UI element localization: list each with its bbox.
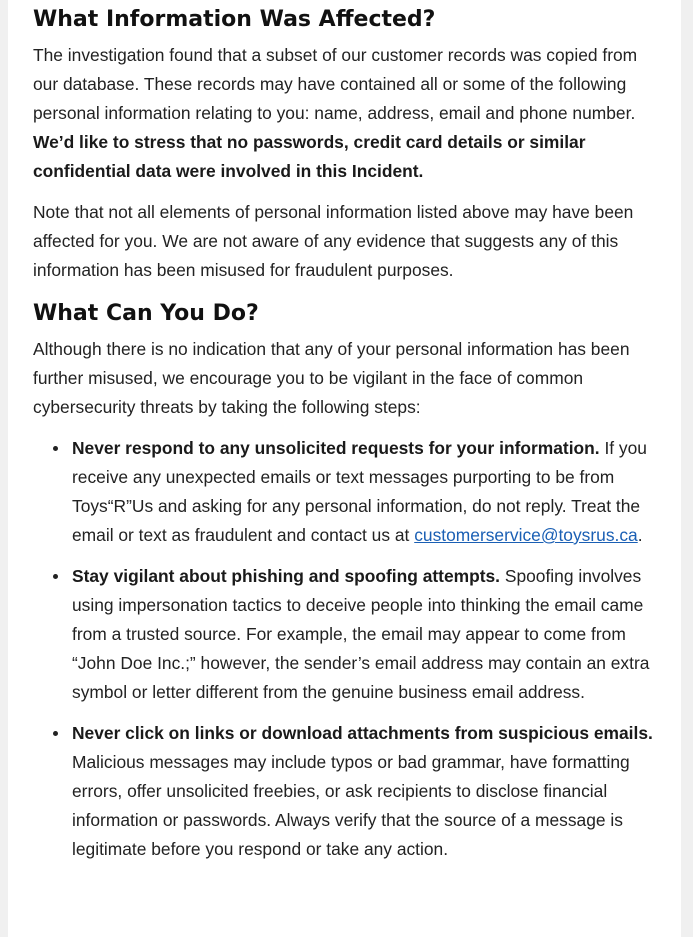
list-item — [72, 562, 658, 707]
list-item — [72, 719, 658, 864]
affected-paragraph — [33, 41, 658, 186]
list-item-text: If you receive any unexpected emails or text messages purporting to be from Toys“R”Us and asking for any personal information, do not reply. Treat the email or text as fraudulent and contact us at — [72, 438, 647, 545]
list-item — [72, 434, 658, 550]
steps-list — [33, 434, 658, 864]
list-item-text: Malicious messages may include typos or bad grammar, have formatting errors, offer unsolicited freebies, or ask recipients to disclose financial information or passwords. Always verify that the source of a message is legitimate before you respond or take any action. — [72, 752, 630, 859]
section-heading-affected: What Information Was Affected? — [33, 7, 436, 32]
list-item-text-end: . — [637, 525, 643, 545]
section-heading-what-can-you-do: What Can You Do? — [33, 301, 259, 326]
affected-paragraph-emphasis: We’d like to stress that no passwords, credit card details or similar confidential data were involved in this Incident. — [33, 132, 586, 181]
affected-paragraph-text: The investigation found that a subset of our customer records was copied from our database. These records may have contained all or some of the following personal information relating to you: name, address, email and phone number. — [33, 45, 638, 123]
steps-intro: Although there is no indication that any of your personal information has been further misused, we encourage you to be vigilant in the face of common cybersecurity threats by taking the following steps: — [33, 339, 630, 417]
email-page — [8, 0, 681, 937]
list-item-title: Never click on links or download attachments from suspicious emails. — [72, 723, 653, 743]
list-item-text: Spoofing involves using impersonation tactics to deceive people into thinking the email came from a trusted source. For example, the email may appear to come from “John Doe Inc.;” however, the sender’s email address may contain an extra symbol or letter different from the genuine business email address. — [72, 566, 650, 702]
list-item-title: Never respond to any unsolicited requests for your information. — [72, 438, 600, 458]
note-paragraph: Note that not all elements of personal information listed above may have been affected for you. We are not aware of any evidence that suggests any of this information has been misused for fraudulent purposes. — [33, 202, 634, 280]
email-body — [33, 5, 658, 876]
list-item-title: Stay vigilant about phishing and spoofing attempts. — [72, 566, 501, 586]
customer-service-email-link[interactable]: customerservice@toysrus.ca — [414, 525, 638, 545]
